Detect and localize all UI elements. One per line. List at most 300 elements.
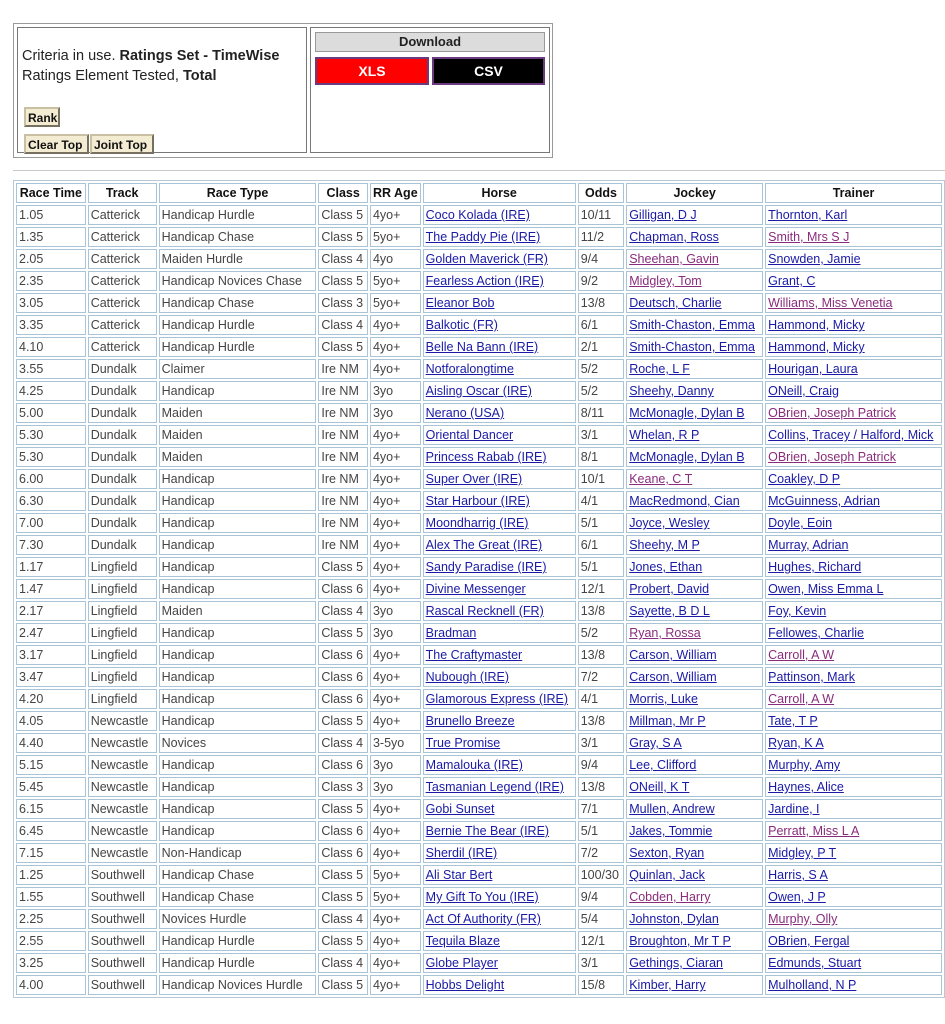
horse-link[interactable]: Super Over (IRE) — [425, 472, 523, 486]
horse-link[interactable]: Alex The Great (IRE) — [425, 538, 543, 552]
trainer-link[interactable]: Grant, C — [768, 274, 816, 288]
rr-age-cell: 5yo+ — [370, 887, 421, 907]
horse-cell — [423, 337, 576, 357]
table-row — [16, 975, 942, 995]
trainer-link[interactable]: Tate, T P — [768, 714, 818, 728]
class-cell: Class 5 — [318, 205, 368, 225]
jockey-link[interactable]: Gethings, Ciaran — [629, 956, 724, 970]
horse-link[interactable]: Coco Kolada (IRE) — [425, 208, 530, 222]
race-time-cell: 2.55 — [16, 931, 86, 951]
trainer-link[interactable]: Murphy, Amy — [768, 758, 841, 772]
odds-cell: 13/8 — [578, 645, 625, 665]
trainer-cell — [765, 755, 942, 775]
trainer-link[interactable]: Carroll, A W — [768, 692, 835, 706]
class-cell: Ire NM — [318, 425, 368, 445]
clear-top-button[interactable]: Clear Top — [24, 134, 89, 154]
trainer-cell — [765, 469, 942, 489]
race-type-cell: Handicap Hurdle — [159, 315, 317, 335]
trainer-link[interactable]: Fellowes, Charlie — [768, 626, 864, 640]
jockey-link[interactable]: Roche, L F — [629, 362, 690, 376]
track-cell: Dundalk — [88, 535, 157, 555]
jockey-cell — [626, 447, 763, 467]
trainer-link[interactable]: Jardine, I — [768, 802, 820, 816]
race-time-cell: 2.35 — [16, 271, 86, 291]
trainer-link[interactable]: Carroll, A W — [768, 648, 835, 662]
race-time-cell: 6.30 — [16, 491, 86, 511]
criteria-panel — [13, 23, 553, 158]
rr-age-cell: 3yo — [370, 381, 421, 401]
race-type-cell: Handicap — [159, 711, 317, 731]
table-row — [16, 579, 942, 599]
class-cell: Class 5 — [318, 337, 368, 357]
jockey-link[interactable]: Johnston, Dylan — [629, 912, 719, 926]
odds-cell: 13/8 — [578, 777, 625, 797]
horse-link[interactable]: Golden Maverick (FR) — [425, 252, 548, 266]
trainer-link[interactable]: Murray, Adrian — [768, 538, 849, 552]
results-body — [16, 205, 942, 995]
race-time-cell: 3.35 — [16, 315, 86, 335]
jockey-link[interactable]: MacRedmond, Cian — [629, 494, 740, 508]
trainer-cell — [765, 799, 942, 819]
trainer-link[interactable]: OBrien, Joseph Patrick — [768, 450, 896, 464]
trainer-link[interactable]: Murphy, Olly — [768, 912, 838, 926]
horse-cell — [423, 645, 576, 665]
horse-link[interactable]: Moondharrig (IRE) — [425, 516, 529, 530]
jockey-link[interactable]: Jones, Ethan — [629, 560, 703, 574]
race-type-cell: Handicap — [159, 667, 317, 687]
horse-link[interactable]: Ali Star Bert — [425, 868, 493, 882]
trainer-link[interactable]: Thornton, Karl — [768, 208, 848, 222]
table-row — [16, 249, 942, 269]
rr-age-cell: 4yo+ — [370, 799, 421, 819]
horse-cell — [423, 205, 576, 225]
trainer-cell — [765, 931, 942, 951]
trainer-link[interactable]: Hughes, Richard — [768, 560, 862, 574]
trainer-link[interactable]: Smith, Mrs S J — [768, 230, 850, 244]
trainer-cell — [765, 953, 942, 973]
horse-link[interactable]: Oriental Dancer — [425, 428, 514, 442]
jockey-link[interactable]: ONeill, K T — [629, 780, 690, 794]
element-value: Total — [182, 68, 217, 84]
col-header-jockey[interactable]: Jockey — [626, 183, 763, 203]
jockey-cell — [626, 469, 763, 489]
class-cell: Class 5 — [318, 865, 368, 885]
horse-link[interactable]: Mamalouka (IRE) — [425, 758, 523, 772]
ratings-set-label: Ratings Set - TimeWise — [119, 48, 280, 64]
trainer-link[interactable]: Doyle, Eoin — [768, 516, 833, 530]
trainer-link[interactable]: Hammond, Micky — [768, 340, 865, 354]
horse-cell — [423, 447, 576, 467]
table-row — [16, 711, 942, 731]
jockey-link[interactable]: Keane, C T — [629, 472, 693, 486]
horse-link[interactable]: Act Of Authority (FR) — [425, 912, 541, 926]
race-time-cell: 5.00 — [16, 403, 86, 423]
trainer-cell — [765, 513, 942, 533]
table-row — [16, 689, 942, 709]
rr-age-cell: 5yo+ — [370, 293, 421, 313]
odds-cell: 9/2 — [578, 271, 625, 291]
horse-link[interactable]: Gobi Sunset — [425, 802, 495, 816]
trainer-link[interactable]: Owen, Miss Emma L — [768, 582, 884, 596]
track-cell: Lingfield — [88, 623, 157, 643]
class-cell: Class 6 — [318, 689, 368, 709]
class-cell: Class 6 — [318, 579, 368, 599]
horse-link[interactable]: Fearless Action (IRE) — [425, 274, 544, 288]
jockey-link[interactable]: Jakes, Tommie — [629, 824, 713, 838]
trainer-link[interactable]: Midgley, P T — [768, 846, 837, 860]
race-type-cell: Maiden — [159, 403, 317, 423]
horse-cell — [423, 733, 576, 753]
trainer-link[interactable]: Hammond, Micky — [768, 318, 865, 332]
jockey-cell — [626, 403, 763, 423]
track-cell: Dundalk — [88, 359, 157, 379]
horse-link[interactable]: Tequila Blaze — [425, 934, 501, 948]
jockey-cell — [626, 909, 763, 929]
jockey-link[interactable]: Joyce, Wesley — [629, 516, 710, 530]
horse-link[interactable]: Belle Na Bann (IRE) — [425, 340, 539, 354]
odds-cell: 11/2 — [578, 227, 625, 247]
race-type-cell: Non-Handicap — [159, 843, 317, 863]
jockey-cell — [626, 777, 763, 797]
horse-link[interactable]: Bradman — [425, 626, 477, 640]
race-type-cell: Handicap Hurdle — [159, 337, 317, 357]
jockey-link[interactable]: Gilligan, D J — [629, 208, 697, 222]
jockey-link[interactable]: Sexton, Ryan — [629, 846, 705, 860]
trainer-link[interactable]: Owen, J P — [768, 890, 826, 904]
horse-link[interactable]: Notforalongtime — [425, 362, 514, 376]
horse-cell — [423, 227, 576, 247]
jockey-link[interactable]: Carson, William — [629, 648, 717, 662]
jockey-link[interactable]: Sheehan, Gavin — [629, 252, 719, 266]
col-header-horse[interactable]: Horse — [423, 183, 576, 203]
rr-age-cell: 4yo+ — [370, 931, 421, 951]
jockey-link[interactable]: Probert, David — [629, 582, 710, 596]
class-cell: Class 4 — [318, 315, 368, 335]
col-header-race-time[interactable]: Race Time — [16, 183, 86, 203]
table-row — [16, 491, 942, 511]
odds-cell: 13/8 — [578, 601, 625, 621]
table-row — [16, 271, 942, 291]
jockey-link[interactable]: Quinlan, Jack — [629, 868, 705, 882]
jockey-cell — [626, 711, 763, 731]
jockey-link[interactable]: Sayette, B D L — [629, 604, 710, 618]
trainer-cell — [765, 865, 942, 885]
col-header-class[interactable]: Class — [318, 183, 368, 203]
track-cell: Southwell — [88, 931, 157, 951]
race-type-cell: Handicap — [159, 821, 317, 841]
horse-cell — [423, 469, 576, 489]
horse-cell — [423, 249, 576, 269]
rr-age-cell: 4yo+ — [370, 337, 421, 357]
class-cell: Class 5 — [318, 227, 368, 247]
race-type-cell: Handicap Chase — [159, 865, 317, 885]
table-row — [16, 447, 942, 467]
horse-link[interactable]: Balkotic (FR) — [425, 318, 498, 332]
table-row — [16, 425, 942, 445]
race-time-cell: 4.00 — [16, 975, 86, 995]
class-cell: Class 6 — [318, 645, 368, 665]
horse-cell — [423, 755, 576, 775]
track-cell: Lingfield — [88, 645, 157, 665]
jockey-cell — [626, 667, 763, 687]
horse-link[interactable]: Sandy Paradise (IRE) — [425, 560, 547, 574]
rr-age-cell: 4yo+ — [370, 645, 421, 665]
race-time-cell: 3.47 — [16, 667, 86, 687]
trainer-link[interactable]: Williams, Miss Venetia — [768, 296, 893, 310]
jockey-cell — [626, 227, 763, 247]
trainer-cell — [765, 975, 942, 995]
joint-top-button[interactable]: Joint Top — [90, 134, 154, 154]
horse-link[interactable]: Princess Rabab (IRE) — [425, 450, 547, 464]
odds-cell: 2/1 — [578, 337, 625, 357]
trainer-link[interactable]: Collins, Tracey / Halford, Mick — [768, 428, 934, 442]
horse-cell — [423, 931, 576, 951]
horse-link[interactable]: Nubough (IRE) — [425, 670, 510, 684]
race-time-cell: 4.10 — [16, 337, 86, 357]
trainer-cell — [765, 315, 942, 335]
horse-cell — [423, 887, 576, 907]
jockey-link[interactable]: McMonagle, Dylan B — [629, 450, 745, 464]
class-cell: Class 5 — [318, 799, 368, 819]
horse-link[interactable]: Eleanor Bob — [425, 296, 495, 310]
horse-cell — [423, 403, 576, 423]
trainer-cell — [765, 601, 942, 621]
rr-age-cell: 4yo+ — [370, 205, 421, 225]
jockey-cell — [626, 689, 763, 709]
col-header-rr-age[interactable]: RR Age — [370, 183, 421, 203]
rr-age-cell: 5yo+ — [370, 271, 421, 291]
race-type-cell: Handicap — [159, 579, 317, 599]
horse-link[interactable]: Brunello Breeze — [425, 714, 515, 728]
trainer-link[interactable]: Haynes, Alice — [768, 780, 844, 794]
race-type-cell: Handicap Hurdle — [159, 205, 317, 225]
trainer-cell — [765, 711, 942, 731]
jockey-link[interactable]: Morris, Luke — [629, 692, 698, 706]
race-type-cell: Handicap Hurdle — [159, 931, 317, 951]
horse-cell — [423, 909, 576, 929]
track-cell: Southwell — [88, 909, 157, 929]
jockey-link[interactable]: Cobden, Harry — [629, 890, 711, 904]
table-row — [16, 227, 942, 247]
horse-cell — [423, 579, 576, 599]
jockey-link[interactable]: Deutsch, Charlie — [629, 296, 722, 310]
jockey-cell — [626, 425, 763, 445]
jockey-link[interactable]: Whelan, R P — [629, 428, 700, 442]
horse-link[interactable]: Hobbs Delight — [425, 978, 505, 992]
jockey-cell — [626, 733, 763, 753]
jockey-link[interactable]: Ryan, Rossa — [629, 626, 701, 640]
rr-age-cell: 4yo — [370, 249, 421, 269]
trainer-link[interactable]: OBrien, Joseph Patrick — [768, 406, 896, 420]
table-row — [16, 953, 942, 973]
rr-age-cell: 4yo+ — [370, 689, 421, 709]
table-row — [16, 557, 942, 577]
col-header-odds[interactable]: Odds — [578, 183, 625, 203]
odds-cell: 7/1 — [578, 799, 625, 819]
horse-cell — [423, 359, 576, 379]
horse-link[interactable]: The Craftymaster — [425, 648, 523, 662]
jockey-cell — [626, 601, 763, 621]
jockey-link[interactable]: Smith-Chaston, Emma — [629, 318, 755, 332]
class-cell: Ire NM — [318, 447, 368, 467]
trainer-link[interactable]: Edmunds, Stuart — [768, 956, 862, 970]
jockey-link[interactable]: Kimber, Harry — [629, 978, 706, 992]
xls-download-button[interactable]: XLS — [315, 57, 429, 85]
jockey-link[interactable]: Sheehy, M P — [629, 538, 700, 552]
race-type-cell: Handicap Chase — [159, 293, 317, 313]
trainer-cell — [765, 205, 942, 225]
horse-link[interactable]: The Paddy Pie (IRE) — [425, 230, 541, 244]
rr-age-cell: 3yo — [370, 623, 421, 643]
race-type-cell: Handicap Novices Hurdle — [159, 975, 317, 995]
race-type-cell: Handicap Novices Chase — [159, 271, 317, 291]
rr-age-cell: 4yo+ — [370, 469, 421, 489]
table-row — [16, 293, 942, 313]
track-cell: Lingfield — [88, 557, 157, 577]
trainer-link[interactable]: Harris, S A — [768, 868, 828, 882]
rr-age-cell: 3yo — [370, 755, 421, 775]
jockey-link[interactable]: Millman, Mr P — [629, 714, 706, 728]
trainer-cell — [765, 667, 942, 687]
jockey-cell — [626, 975, 763, 995]
horse-link[interactable]: Aisling Oscar (IRE) — [425, 384, 532, 398]
jockey-cell — [626, 491, 763, 511]
race-time-cell: 7.15 — [16, 843, 86, 863]
race-type-cell: Claimer — [159, 359, 317, 379]
horse-cell — [423, 689, 576, 709]
horse-link[interactable]: Star Harbour (IRE) — [425, 494, 530, 508]
race-time-cell: 1.17 — [16, 557, 86, 577]
class-cell: Class 5 — [318, 711, 368, 731]
horse-cell — [423, 821, 576, 841]
horse-link[interactable]: Tasmanian Legend (IRE) — [425, 780, 564, 794]
rank-button[interactable]: Rank — [24, 107, 60, 127]
race-time-cell: 2.47 — [16, 623, 86, 643]
trainer-link[interactable]: Coakley, D P — [768, 472, 841, 486]
results-table — [13, 180, 945, 998]
horse-cell — [423, 975, 576, 995]
odds-cell: 9/4 — [578, 887, 625, 907]
horse-link[interactable]: True Promise — [425, 736, 501, 750]
horse-link[interactable]: Globe Player — [425, 956, 498, 970]
jockey-link[interactable]: Chapman, Ross — [629, 230, 719, 244]
jockey-link[interactable]: Mullen, Andrew — [629, 802, 715, 816]
track-cell: Newcastle — [88, 755, 157, 775]
trainer-cell — [765, 557, 942, 577]
track-cell: Newcastle — [88, 843, 157, 863]
race-time-cell: 1.05 — [16, 205, 86, 225]
jockey-link[interactable]: Midgley, Tom — [629, 274, 702, 288]
trainer-link[interactable]: OBrien, Fergal — [768, 934, 850, 948]
horse-link[interactable]: Rascal Recknell (FR) — [425, 604, 544, 618]
race-type-cell: Handicap — [159, 645, 317, 665]
rr-age-cell: 5yo+ — [370, 227, 421, 247]
odds-cell: 7/2 — [578, 843, 625, 863]
odds-cell: 12/1 — [578, 931, 625, 951]
trainer-link[interactable]: Ryan, K A — [768, 736, 824, 750]
trainer-link[interactable]: Perratt, Miss L A — [768, 824, 860, 838]
trainer-link[interactable]: Mulholland, N P — [768, 978, 857, 992]
jockey-link[interactable]: Carson, William — [629, 670, 717, 684]
horse-link[interactable]: Glamorous Express (IRE) — [425, 692, 569, 706]
odds-cell: 6/1 — [578, 535, 625, 555]
race-type-cell: Handicap — [159, 535, 317, 555]
class-cell: Class 4 — [318, 909, 368, 929]
trainer-link[interactable]: Hourigan, Laura — [768, 362, 858, 376]
race-type-cell: Maiden — [159, 425, 317, 445]
col-header-trainer[interactable]: Trainer — [765, 183, 942, 203]
horse-link[interactable]: My Gift To You (IRE) — [425, 890, 539, 904]
trainer-cell — [765, 843, 942, 863]
race-type-cell: Maiden Hurdle — [159, 249, 317, 269]
trainer-link[interactable]: Snowden, Jamie — [768, 252, 861, 266]
jockey-link[interactable]: Sheehy, Danny — [629, 384, 714, 398]
horse-cell — [423, 381, 576, 401]
race-type-cell: Handicap — [159, 469, 317, 489]
trainer-link[interactable]: McGuinness, Adrian — [768, 494, 880, 508]
trainer-cell — [765, 887, 942, 907]
odds-cell: 5/1 — [578, 513, 625, 533]
class-cell: Class 4 — [318, 601, 368, 621]
horse-link[interactable]: Sherdil (IRE) — [425, 846, 498, 860]
track-cell: Newcastle — [88, 799, 157, 819]
trainer-cell — [765, 425, 942, 445]
horse-link[interactable]: Bernie The Bear (IRE) — [425, 824, 550, 838]
jockey-cell — [626, 887, 763, 907]
jockey-cell — [626, 623, 763, 643]
jockey-link[interactable]: Broughton, Mr T P — [629, 934, 731, 948]
jockey-link[interactable]: McMonagle, Dylan B — [629, 406, 745, 420]
table-row — [16, 865, 942, 885]
jockey-cell — [626, 931, 763, 951]
track-cell: Catterick — [88, 249, 157, 269]
track-cell: Catterick — [88, 315, 157, 335]
rr-age-cell: 4yo+ — [370, 535, 421, 555]
download-box — [310, 27, 550, 153]
odds-cell: 9/4 — [578, 755, 625, 775]
horse-link[interactable]: Divine Messenger — [425, 582, 526, 596]
track-cell: Dundalk — [88, 513, 157, 533]
horse-cell — [423, 557, 576, 577]
rr-age-cell: 4yo+ — [370, 711, 421, 731]
odds-cell: 6/1 — [578, 315, 625, 335]
table-row — [16, 909, 942, 929]
horse-cell — [423, 535, 576, 555]
col-header-race-type[interactable]: Race Type — [159, 183, 317, 203]
jockey-link[interactable]: Gray, S A — [629, 736, 682, 750]
track-cell: Southwell — [88, 865, 157, 885]
jockey-link[interactable]: Lee, Clifford — [629, 758, 697, 772]
trainer-link[interactable]: ONeill, Craig — [768, 384, 839, 398]
col-header-track[interactable]: Track — [88, 183, 157, 203]
table-row — [16, 645, 942, 665]
jockey-cell — [626, 953, 763, 973]
race-time-cell: 1.55 — [16, 887, 86, 907]
trainer-link[interactable]: Pattinson, Mark — [768, 670, 855, 684]
jockey-link[interactable]: Smith-Chaston, Emma — [629, 340, 755, 354]
class-cell: Class 6 — [318, 843, 368, 863]
horse-link[interactable]: Nerano (USA) — [425, 406, 505, 420]
table-row — [16, 799, 942, 819]
trainer-link[interactable]: Foy, Kevin — [768, 604, 827, 618]
odds-cell: 10/11 — [578, 205, 625, 225]
rr-age-cell: 4yo+ — [370, 359, 421, 379]
horse-cell — [423, 711, 576, 731]
csv-download-button[interactable]: CSV — [432, 57, 545, 85]
odds-cell: 3/1 — [578, 953, 625, 973]
rr-age-cell: 3yo — [370, 403, 421, 423]
jockey-cell — [626, 843, 763, 863]
